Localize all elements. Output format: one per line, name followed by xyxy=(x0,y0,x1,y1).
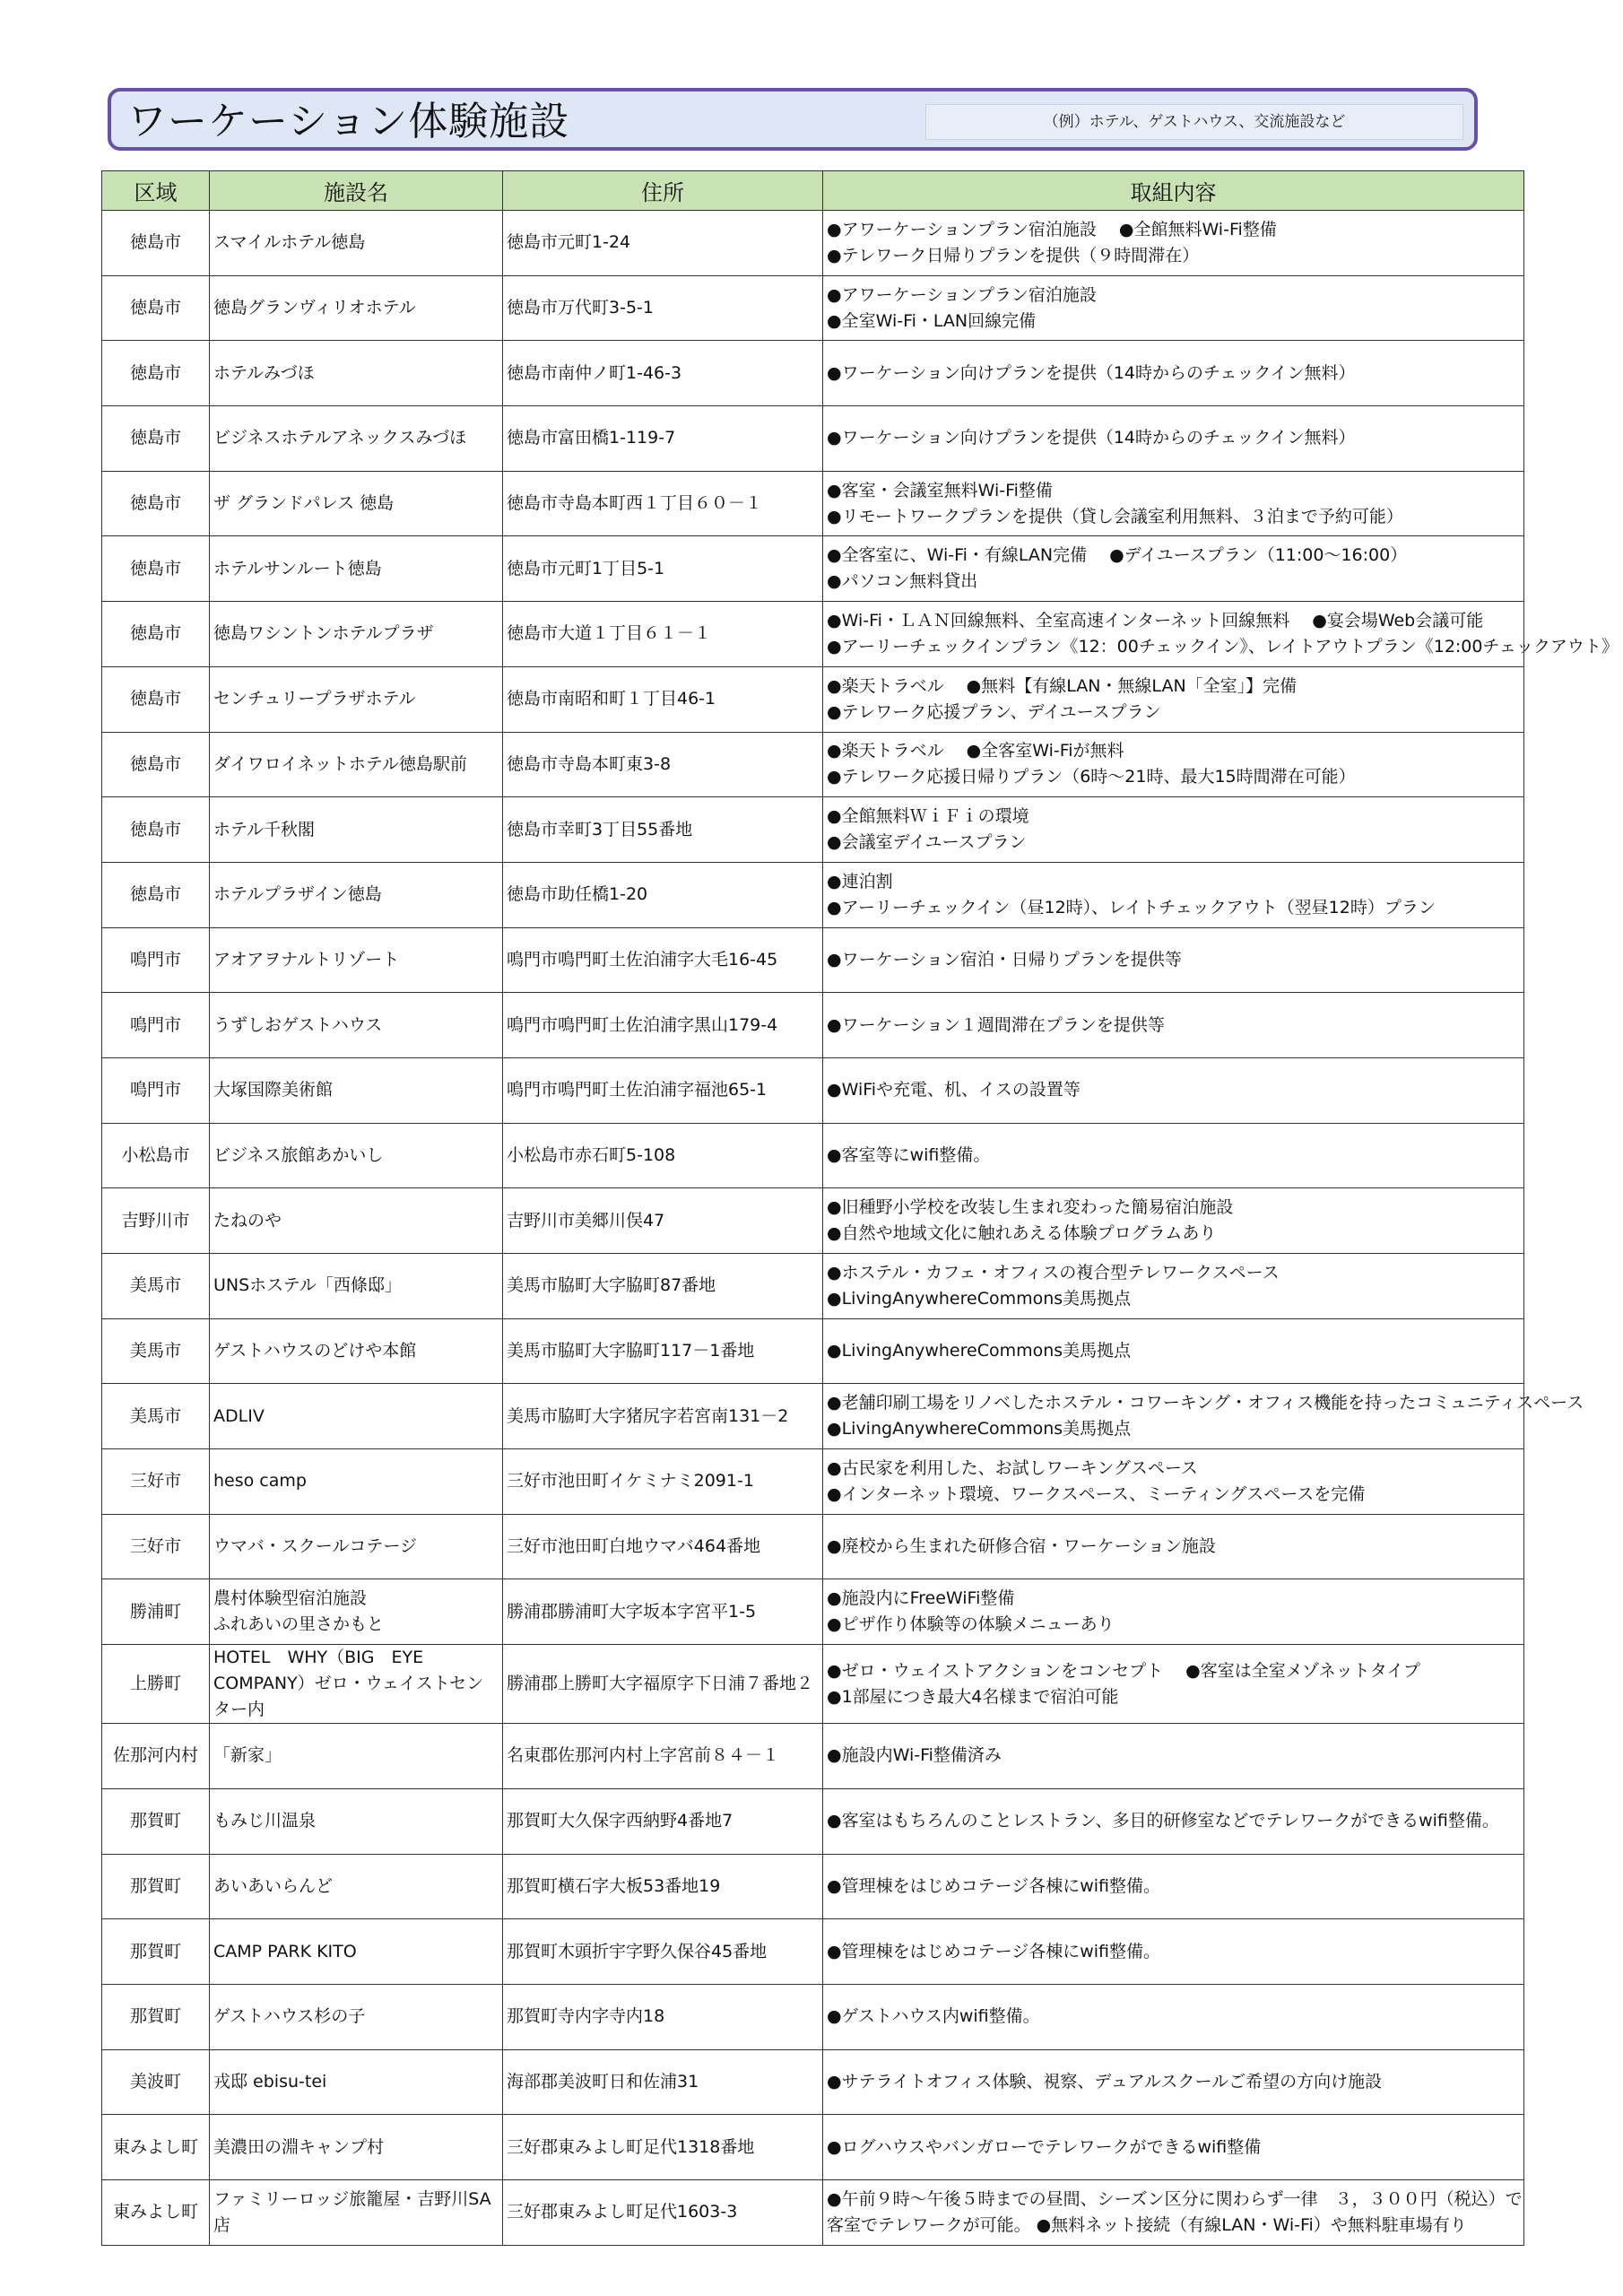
cell-area: 三好市 xyxy=(102,1449,210,1515)
facility-name-line: ファミリーロッジ旅籠屋・吉野川SA店 xyxy=(213,2188,491,2235)
cell-area: 那賀町 xyxy=(102,1788,210,1854)
activity-line: ●LivingAnywhereCommons美馬拠点 xyxy=(827,1288,1132,1309)
activity-line: ●老舗印刷工場をリノベしたホステル・コワーキング・オフィス機能を持ったコミュニティスペース xyxy=(827,1393,1584,1413)
activity-line: ●ピザ作り体験等の体験メニューあり xyxy=(827,1614,1115,1635)
cell-facility-name xyxy=(210,1919,503,1985)
cell-area: 鳴門市 xyxy=(102,927,210,993)
activity-line: ●ワーケーション向けプランを提供（14時からのチェックイン無料） xyxy=(827,428,1356,448)
cell-address: 徳島市助任橋1-20 xyxy=(503,862,823,927)
cell-facility-name xyxy=(210,993,503,1058)
facility-name-line: heso camp xyxy=(213,1471,307,1492)
cell-activities xyxy=(823,471,1524,536)
cell-activities xyxy=(823,732,1524,797)
table-row xyxy=(102,1123,1524,1188)
table-row xyxy=(102,1057,1524,1123)
facility-name-line: 農村体験型宿泊施設 xyxy=(213,1588,368,1609)
page-title: ワーケーション体験施設 xyxy=(127,99,570,144)
cell-facility-name xyxy=(210,1254,503,1319)
cell-facility-name xyxy=(210,1449,503,1515)
table-row xyxy=(102,1984,1524,2049)
table-row xyxy=(102,1384,1524,1449)
cell-activities xyxy=(823,993,1524,1058)
facility-name-line: COMPANY）ゼロ・ウェイストセンター内 xyxy=(213,1674,484,1720)
cell-address: 美馬市脇町大字猪尻字若宮南131－2 xyxy=(503,1384,823,1449)
page-header xyxy=(108,88,1478,151)
cell-activities xyxy=(823,406,1524,472)
cell-activities xyxy=(823,275,1524,341)
cell-facility-name xyxy=(210,341,503,406)
cell-activities xyxy=(823,1645,1524,1724)
cell-facility-name xyxy=(210,211,503,276)
facility-name-line: CAMP PARK KITO xyxy=(213,1941,357,1961)
facility-name-line: ホテルプラザイン徳島 xyxy=(213,884,382,905)
facility-name-line: ザ グランドパレス 徳島 xyxy=(213,493,395,514)
table-row xyxy=(102,2179,1524,2245)
cell-address: 徳島市南昭和町１丁目46-1 xyxy=(503,666,823,732)
cell-facility-name xyxy=(210,732,503,797)
facility-name-line: ゲストハウスのどけや本館 xyxy=(213,1341,417,1361)
cell-address: 徳島市富田橋1-119-7 xyxy=(503,406,823,472)
table-row xyxy=(102,927,1524,993)
activity-line: ●ワーケーション１週間滞在プランを提供等 xyxy=(827,1014,1165,1035)
table-row xyxy=(102,797,1524,863)
cell-area: 上勝町 xyxy=(102,1645,210,1724)
cell-area: 勝浦町 xyxy=(102,1579,210,1645)
cell-activities xyxy=(823,1123,1524,1188)
cell-facility-name xyxy=(210,2049,503,2115)
cell-area: 徳島市 xyxy=(102,471,210,536)
activity-line: ●ホステル・カフェ・オフィスの複合型テレワークスペース xyxy=(827,1262,1280,1283)
cell-address: 吉野川市美郷川俣47 xyxy=(503,1188,823,1254)
activity-line: ●自然や地域文化に触れあえる体験プログラムあり xyxy=(827,1223,1217,1244)
cell-address: 徳島市大道１丁目６１－１ xyxy=(503,602,823,667)
activity-line: ●サテライトオフィス体験、視察、デュアルスクールご希望の方向け施設 xyxy=(827,2071,1383,2092)
activity-line: ●ゲストハウス内wifi整備。 xyxy=(827,2006,1040,2027)
facility-name-line: うずしおゲストハウス xyxy=(213,1014,383,1035)
cell-facility-name xyxy=(210,275,503,341)
activity-line: ●LivingAnywhereCommons美馬拠点 xyxy=(827,1341,1132,1361)
activity-line: ●ログハウスやバンガローでテレワークができるwifi整備 xyxy=(827,2136,1262,2157)
activity-line: ●楽天トラベル ●全客室Wi-Fiが無料 xyxy=(827,741,1124,761)
cell-facility-name xyxy=(210,602,503,667)
facility-name-line: ホテルみづほ xyxy=(213,362,315,383)
column-header-name: 施設名 xyxy=(210,171,503,211)
cell-area: 徳島市 xyxy=(102,275,210,341)
activity-line: ●LivingAnywhereCommons美馬拠点 xyxy=(827,1419,1132,1439)
activity-line: ●WiFiや充電、机、イスの設置等 xyxy=(827,1080,1081,1100)
cell-address: 名東郡佐那河内村上字宮前８４－１ xyxy=(503,1724,823,1789)
activity-line: ●全室Wi-Fi・LAN回線完備 xyxy=(827,310,1037,331)
cell-facility-name xyxy=(210,1579,503,1645)
facilities-table xyxy=(101,170,1619,2246)
cell-facility-name xyxy=(210,2179,503,2245)
table-row xyxy=(102,1449,1524,1515)
activity-line: 客室でテレワークが可能。 ●無料ネット接続（有線LAN・Wi-Fi）や無料駐車場有り xyxy=(827,2214,1467,2235)
cell-facility-name xyxy=(210,1854,503,1919)
activity-line: ●ワーケーション向けプランを提供（14時からのチェックイン無料） xyxy=(827,362,1356,383)
cell-activities xyxy=(823,1514,1524,1579)
column-header-area: 区域 xyxy=(102,171,210,211)
table-row xyxy=(102,2049,1524,2115)
cell-facility-name xyxy=(210,2115,503,2180)
cell-facility-name xyxy=(210,862,503,927)
page-subtitle: （例）ホテル、ゲストハウス、交流施設など xyxy=(925,104,1463,140)
cell-activities xyxy=(823,797,1524,863)
cell-activities xyxy=(823,1579,1524,1645)
table-row xyxy=(102,1788,1524,1854)
cell-address: 美馬市脇町大字脇町117－1番地 xyxy=(503,1318,823,1384)
column-header-address: 住所 xyxy=(503,171,823,211)
activity-line: ●施設内にFreeWiFi整備 xyxy=(827,1588,1015,1609)
facility-name-line: ダイワロイネットホテル徳島駅前 xyxy=(213,753,467,774)
cell-activities xyxy=(823,602,1619,667)
activity-line: ●Wi-Fi・ＬＡＮ回線無料、全室高速インターネット回線無料 ●宴会場Web会議可能 xyxy=(827,610,1484,631)
facility-name-line: HOTEL WHY（BIG EYE xyxy=(213,1648,424,1668)
cell-facility-name xyxy=(210,1057,503,1123)
activity-line: ●会議室デイユースプラン xyxy=(827,832,1027,853)
cell-facility-name xyxy=(210,471,503,536)
facility-name-line: 「新家」 xyxy=(213,1745,282,1766)
facility-name-line: 徳島グランヴィリオホテル xyxy=(213,298,416,318)
cell-area: 美波町 xyxy=(102,2049,210,2115)
table-row xyxy=(102,1254,1524,1319)
cell-area: 那賀町 xyxy=(102,1919,210,1985)
activity-line: ●テレワーク応援プラン、デイユースプラン xyxy=(827,701,1161,722)
table-row xyxy=(102,862,1524,927)
cell-address: 徳島市元町1丁目5-1 xyxy=(503,536,823,602)
cell-area: 三好市 xyxy=(102,1514,210,1579)
cell-activities xyxy=(823,1384,1584,1449)
cell-area: 徳島市 xyxy=(102,862,210,927)
activity-line: ●古民家を利用した、お試しワーキングスペース xyxy=(827,1457,1198,1478)
cell-area: 東みよし町 xyxy=(102,2115,210,2180)
cell-address: 那賀町寺内字寺内18 xyxy=(503,1984,823,2049)
cell-facility-name xyxy=(210,1645,503,1724)
activity-line: ●ゼロ・ウェイストアクションをコンセプト ●客室は全室メゾネットタイプ xyxy=(827,1660,1420,1681)
activity-line: ●午前９時～午後５時までの昼間、シーズン区分に関わらず一律 ３，３００円（税込）で xyxy=(827,2188,1523,2209)
cell-activities xyxy=(823,1984,1524,2049)
cell-facility-name xyxy=(210,1724,503,1789)
table-row xyxy=(102,1854,1524,1919)
activity-line: ●ワーケーション宿泊・日帰りプランを提供等 xyxy=(827,949,1182,970)
cell-address: 海部郡美波町日和佐浦31 xyxy=(503,2049,823,2115)
cell-facility-name xyxy=(210,1384,503,1449)
facility-name-line: 徳島ワシントンホテルプラザ xyxy=(213,623,434,644)
cell-activities xyxy=(823,1318,1524,1384)
cell-address: 勝浦郡上勝町大字福原字下日浦７番地２ xyxy=(503,1645,823,1724)
facility-name-line: たねのや xyxy=(213,1210,282,1231)
cell-activities xyxy=(823,211,1524,276)
cell-address: 三好市池田町イケミナミ2091-1 xyxy=(503,1449,823,1515)
activity-line: ●施設内Wi-Fi整備済み xyxy=(827,1745,1002,1766)
activity-line: ●連泊割 xyxy=(827,871,893,891)
cell-facility-name xyxy=(210,1984,503,2049)
cell-area: 美馬市 xyxy=(102,1254,210,1319)
cell-area: 鳴門市 xyxy=(102,993,210,1058)
cell-activities xyxy=(823,927,1524,993)
facility-name-line: もみじ川温泉 xyxy=(213,1811,317,1831)
cell-address: 徳島市元町1-24 xyxy=(503,211,823,276)
cell-area: 美馬市 xyxy=(102,1318,210,1384)
cell-activities xyxy=(823,1254,1524,1319)
activity-line: ●アーリーチェックイン（昼12時）、レイトチェックアウト（翌昼12時）プラン xyxy=(827,897,1436,918)
activity-line: ●インターネット環境、ワークスペース、ミーティングスペースを完備 xyxy=(827,1483,1366,1504)
cell-area: 東みよし町 xyxy=(102,2179,210,2245)
facility-name-line: ウマバ・スクールコテージ xyxy=(213,1536,418,1557)
activity-line: ●アーリーチェックインプラン《12：00チェックイン》、レイトアウトプラン《12:00チェックアウト》 xyxy=(827,636,1619,657)
table-row xyxy=(102,471,1524,536)
cell-area: 那賀町 xyxy=(102,1854,210,1919)
table-row xyxy=(102,993,1524,1058)
facility-name-line: 戎邸 ebisu-tei xyxy=(213,2071,327,2092)
activity-line: ●全館無料ＷｉＦｉの環境 xyxy=(827,806,1029,827)
cell-facility-name xyxy=(210,406,503,472)
table-row xyxy=(102,275,1524,341)
cell-area: 吉野川市 xyxy=(102,1188,210,1254)
activity-line: ●アワーケーションプラン宿泊施設 ●全館無料Wi-Fi整備 xyxy=(827,219,1277,239)
table-row xyxy=(102,536,1524,602)
table-row xyxy=(102,666,1524,732)
table-body xyxy=(102,211,1619,2246)
cell-area: 徳島市 xyxy=(102,602,210,667)
activity-line: ●1部屋につき最大4名様まで宿泊可能 xyxy=(827,1686,1119,1707)
facility-name-line: ADLIV xyxy=(213,1405,265,1426)
table-row xyxy=(102,602,1524,667)
activity-line: ●管理棟をはじめコテージ各棟にwifi整備。 xyxy=(827,1875,1160,1896)
table-row xyxy=(102,732,1524,797)
facility-name-line: スマイルホテル徳島 xyxy=(213,232,366,253)
cell-address: 徳島市寺島本町西１丁目６０－１ xyxy=(503,471,823,536)
cell-facility-name xyxy=(210,666,503,732)
table-row xyxy=(102,1188,1524,1254)
facility-name-line: 大塚国際美術館 xyxy=(213,1080,334,1100)
cell-area: 小松島市 xyxy=(102,1123,210,1188)
activity-line: ●テレワーク日帰りプランを提供（９時間滞在） xyxy=(827,245,1200,265)
facility-name-line: ゲストハウス杉の子 xyxy=(213,2006,366,2027)
activity-line: ●全客室に、Wi-Fi・有線LAN完備 ●デイユースプラン（11:00～16:00） xyxy=(827,545,1408,566)
cell-activities xyxy=(823,1788,1524,1854)
table-row xyxy=(102,1724,1524,1789)
activity-line: ●楽天トラベル ●無料【有線LAN・無線LAN「全室」】完備 xyxy=(827,675,1298,696)
cell-area: 徳島市 xyxy=(102,797,210,863)
cell-facility-name xyxy=(210,1514,503,1579)
facility-name-line: ビジネスホテルアネックスみづほ xyxy=(213,428,467,448)
facility-name-line: ホテル千秋閣 xyxy=(213,819,316,839)
cell-area: 徳島市 xyxy=(102,536,210,602)
facility-name-line: ふれあいの里さかもと xyxy=(213,1614,385,1635)
cell-area: 那賀町 xyxy=(102,1984,210,2049)
cell-area: 鳴門市 xyxy=(102,1057,210,1123)
cell-activities xyxy=(823,2179,1524,2245)
cell-address: 徳島市幸町3丁目55番地 xyxy=(503,797,823,863)
cell-address: 勝浦郡勝浦町大字坂本字宮平1-5 xyxy=(503,1579,823,1645)
activity-line: ●アワーケーションプラン宿泊施設 xyxy=(827,284,1097,305)
cell-activities xyxy=(823,2049,1524,2115)
cell-activities xyxy=(823,536,1524,602)
table-header-row xyxy=(102,171,1524,211)
cell-facility-name xyxy=(210,1318,503,1384)
facility-name-line: ビジネス旅館あかいし xyxy=(213,1144,384,1165)
table-row xyxy=(102,2115,1524,2180)
activity-line: ●管理棟をはじめコテージ各棟にwifi整備。 xyxy=(827,1941,1160,1961)
cell-address: 小松島市赤石町5-108 xyxy=(503,1123,823,1188)
cell-address: 三好郡東みよし町足代1318番地 xyxy=(503,2115,823,2180)
cell-area: 徳島市 xyxy=(102,211,210,276)
cell-address: 鳴門市鳴門町土佐泊浦字福池65-1 xyxy=(503,1057,823,1123)
cell-address: 美馬市脇町大字脇町87番地 xyxy=(503,1254,823,1319)
cell-address: 那賀町横石字大板53番地19 xyxy=(503,1854,823,1919)
activity-line: ●旧種野小学校を改装し生まれ変わった簡易宿泊施設 xyxy=(827,1197,1234,1218)
activity-line: ●廃校から生まれた研修合宿・ワーケーション施設 xyxy=(827,1536,1216,1557)
table-row xyxy=(102,1919,1524,1985)
activity-line: ●リモートワークプランを提供（貸し会議室利用無料、３泊まで予約可能） xyxy=(827,506,1403,526)
cell-activities xyxy=(823,341,1524,406)
cell-address: 三好郡東みよし町足代1603-3 xyxy=(503,2179,823,2245)
cell-activities xyxy=(823,1057,1524,1123)
cell-facility-name xyxy=(210,1788,503,1854)
cell-activities xyxy=(823,2115,1524,2180)
cell-address: 那賀町大久保字西納野4番地7 xyxy=(503,1788,823,1854)
cell-activities xyxy=(823,862,1524,927)
cell-facility-name xyxy=(210,1123,503,1188)
cell-activities xyxy=(823,1724,1524,1789)
cell-address: 那賀町木頭折宇字野久保谷45番地 xyxy=(503,1919,823,1985)
table-row xyxy=(102,211,1524,276)
cell-activities xyxy=(823,1188,1524,1254)
cell-address: 鳴門市鳴門町土佐泊浦字黒山179-4 xyxy=(503,993,823,1058)
cell-address: 徳島市万代町3-5-1 xyxy=(503,275,823,341)
cell-address: 鳴門市鳴門町土佐泊浦字大毛16-45 xyxy=(503,927,823,993)
facility-name-line: センチュリープラザホテル xyxy=(213,689,416,709)
cell-area: 美馬市 xyxy=(102,1384,210,1449)
facility-name-line: UNSホステル「西條邸」 xyxy=(213,1275,402,1296)
table-row xyxy=(102,1514,1524,1579)
activity-line: ●客室・会議室無料Wi-Fi整備 xyxy=(827,480,1053,500)
cell-area: 徳島市 xyxy=(102,406,210,472)
table-row xyxy=(102,1318,1524,1384)
facility-name-line: 美濃田の淵キャンプ村 xyxy=(213,2136,385,2157)
cell-area: 佐那河内村 xyxy=(102,1724,210,1789)
cell-facility-name xyxy=(210,797,503,863)
cell-activities xyxy=(823,1449,1524,1515)
cell-address: 三好市池田町白地ウマバ464番地 xyxy=(503,1514,823,1579)
cell-address: 徳島市南仲ノ町1-46-3 xyxy=(503,341,823,406)
facility-name-line: ホテルサンルート徳島 xyxy=(213,558,382,578)
cell-activities xyxy=(823,1854,1524,1919)
column-header-activities: 取組内容 xyxy=(823,171,1524,211)
table-row xyxy=(102,1579,1524,1645)
cell-activities xyxy=(823,1919,1524,1985)
cell-area: 徳島市 xyxy=(102,341,210,406)
facility-name-line: アオアヲナルトリゾート xyxy=(213,949,400,970)
activity-line: ●テレワーク応援日帰りプラン（6時～21時、最大15時間滞在可能） xyxy=(827,767,1356,787)
table-row xyxy=(102,406,1524,472)
table-row xyxy=(102,1645,1524,1724)
activity-line: ●パソコン無料貸出 xyxy=(827,571,978,592)
cell-facility-name xyxy=(210,1188,503,1254)
cell-address: 徳島市寺島本町東3-8 xyxy=(503,732,823,797)
cell-facility-name xyxy=(210,927,503,993)
table-row xyxy=(102,341,1524,406)
activity-line: ●客室等にwifi整備。 xyxy=(827,1144,991,1165)
cell-activities xyxy=(823,666,1524,732)
cell-area: 徳島市 xyxy=(102,732,210,797)
facility-name-line: あいあいらんど xyxy=(213,1875,334,1896)
cell-area: 徳島市 xyxy=(102,666,210,732)
cell-facility-name xyxy=(210,536,503,602)
activity-line: ●客室はもちろんのことレストラン、多目的研修室などでテレワークができるwifi整備。 xyxy=(827,1811,1499,1831)
